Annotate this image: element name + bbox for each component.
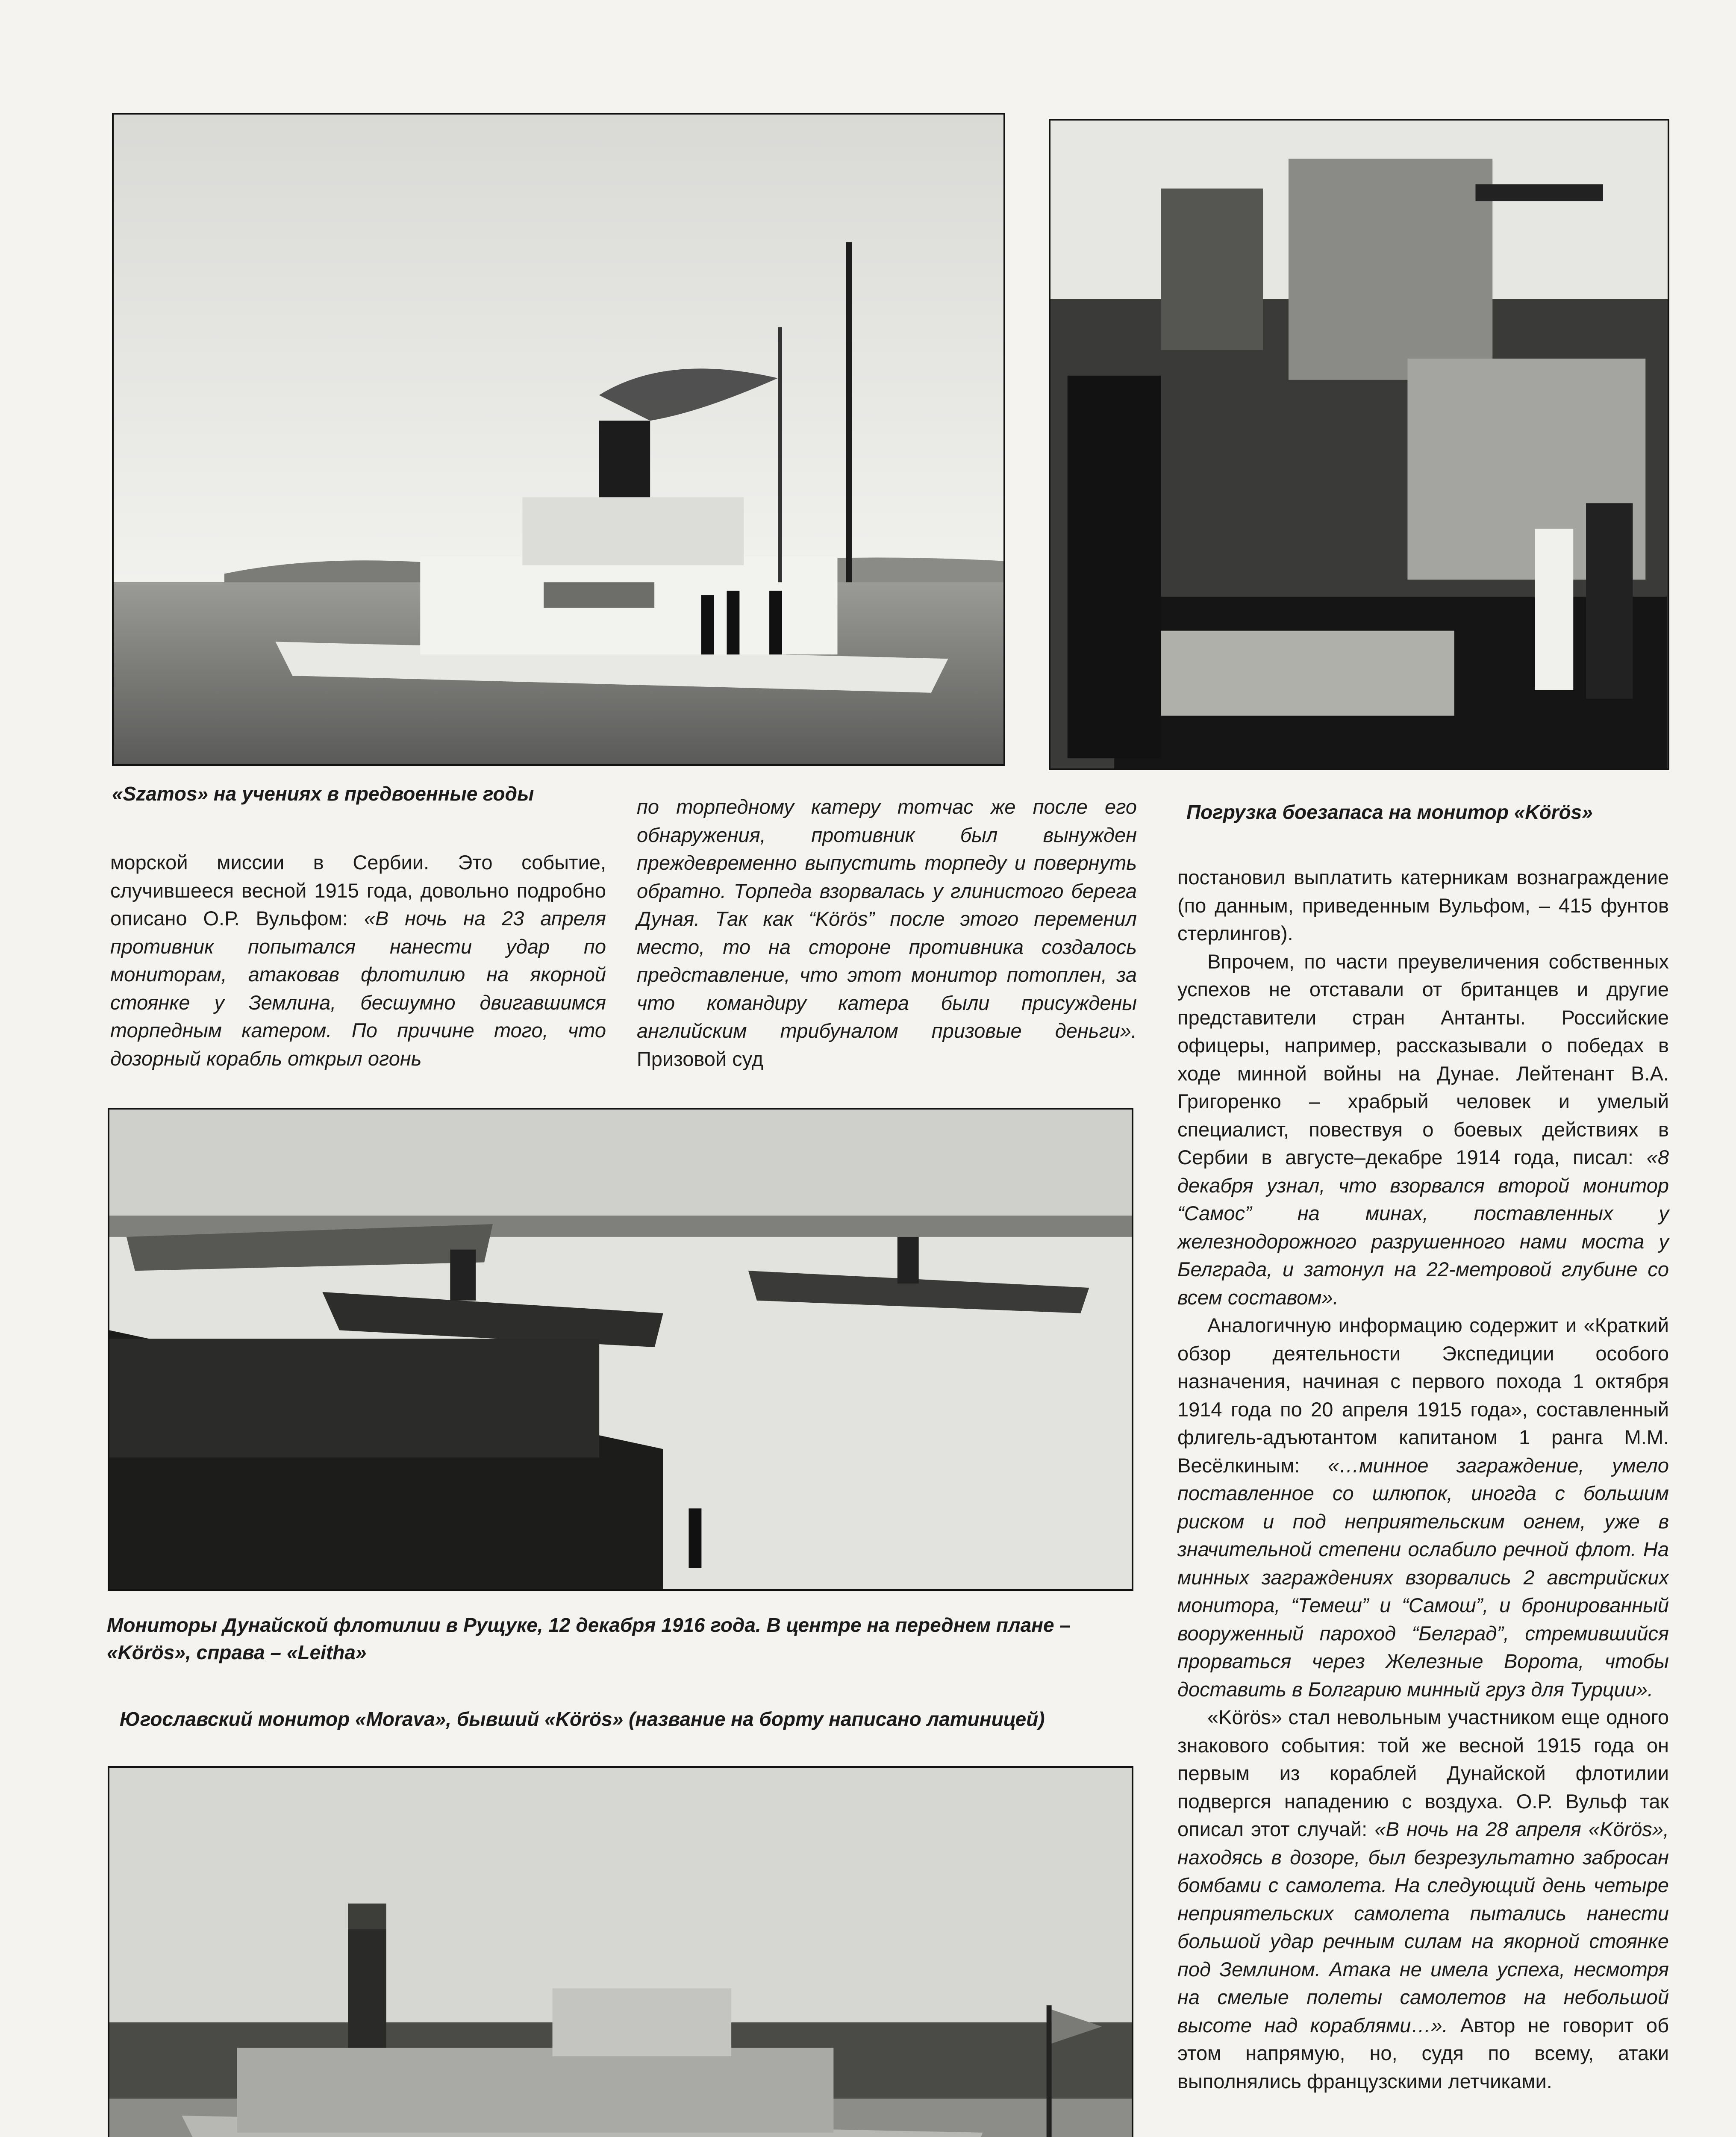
col3-p2-quote: «8 декабря узнал, что взорвался второй монитор “Самос” на минах, поставленных у железнодорожного разрушенного нами моста у Белграда, и затонул на 22-метровой глубине со всем составом». xyxy=(1177,1146,1669,1309)
col3-paragraph-2 xyxy=(1177,948,1669,1312)
col3-paragraph-3 xyxy=(1177,1311,1669,1703)
caption-rushchuk: Мониторы Дунайской флотилии в Рущуке, 12 декабря 1916 года. В центре на переднем плане – «Körös», справа – «Leitha» xyxy=(107,1614,1071,1663)
col1-quote: «В ночь на 23 апреля противник попытался нанести удар по мониторам, атаковав флотилию на якорной стоянке у Землина, бесшумно двигавшимся торпедным катером. По причине того, что дозорный корабль открыл огонь xyxy=(110,907,606,1070)
col3-p4-text: «Körös» стал невольным участником еще одного знакового события: той же весной 1915 года он первым из кораблей Дунайской флотилии подвергся нападению с воздуха. О.Р. Вульф так описал этот случай: xyxy=(1177,1706,1669,1840)
col2-tail: Призовой суд xyxy=(637,1047,764,1070)
photo-rushchuk xyxy=(108,1108,1133,1591)
photo-szamos xyxy=(112,113,1005,766)
col2-paragraph xyxy=(637,793,1137,1073)
col3-p3-quote: «…минное заграждение, умело поставленное со шлюпок, иногда с большим риском и под неприятельским огнем, уже в значительной степени ослабило речной флот. На минных заграждениях взорвались 2 австрийских монитора, “Темеш” и “Самош”, и бронированный вооруженный пароход “Белград”, стремившийся прорваться через Железные Ворота, чтобы доставить в Болгарию минный груз для Турции». xyxy=(1177,1454,1669,1701)
col3-p4-quote: «В ночь на 28 апреля «Körös», находясь в дозоре, был безрезультатно забросан бомбами с самолета. На следующий день четыре неприятельских самолета пытались нанести большой удар речным силам на якорной стоянке под Землином. Атака не имела успеха, несмотря на смелые полеты самолетов на небольшой высоте над кораблями…». xyxy=(1177,1818,1669,2037)
col1-plain-text: морской миссии в Сербии. Это событие, случившееся весной 1915 года, довольно подробно описано О.Р. Вульфом: xyxy=(110,851,606,930)
caption-koros-loading: Погрузка боезапаса на монитор «Körös» xyxy=(1186,801,1593,823)
szamos-illustration xyxy=(114,115,1003,764)
col3-p4-tail: Автор не говорит об этом напрямую, но, судя по всему, атаки выполнялись французскими летчиками. xyxy=(1177,2013,1669,2093)
col3-paragraph-1: постановил выплатить катерникам вознаграждение (по данным, приведенным Вульфом, – 415 фунтов стерлингов). xyxy=(1177,866,1669,945)
col2-quote: по торпедному катеру тотчас же после его обнаружения, противник был вынужден преждевременно выпустить торпеду и повернуть обратно. Торпеда взорвалась у глинистого берега Дуная. Так как “Körös” после этого переменил место, то на стороне противника создалось представление, что этот монитор потоплен, за что командиру катера были присуждены английским трибуналом призовые деньги». xyxy=(637,795,1137,1042)
rushchuk-illustration xyxy=(109,1110,1132,1589)
text-column-3 xyxy=(1177,863,1669,2095)
text-column-2 xyxy=(637,793,1137,1073)
col3-p3-text: Аналогичную информацию содержит и «Краткий обзор деятельности Экспедиции особого назначения, начиная с первого похода 1 октября 1914 года по 20 апреля 1915 года», составленный флигель-адъютантом капитаном 1 ранга М.М. Весёлкиным: xyxy=(1177,1314,1669,1477)
morava-illustration xyxy=(109,1768,1132,2137)
caption-szamos: «Szamos» на учениях в предвоенные годы xyxy=(112,783,534,805)
caption-morava: Югославский монитор «Morava», бывший «Körös» (название на борту написано латиницей) xyxy=(120,1708,1045,1730)
photo-koros-loading xyxy=(1049,119,1669,770)
koros-loading-illustration xyxy=(1050,121,1668,768)
col3-p2-text: Впрочем, по части преувеличения собственных успехов не отставали от британцев и другие представители стран Антанты. Российские офицеры, например, рассказывали о победах в ходе минной войны на Дунае. Лейтенант В.А. Григоренко – храбрый человек и умелый специалист, повествуя о боевых действиях в Сербии в августе–декабре 1914 года, писал: xyxy=(1177,950,1669,1169)
photo-morava xyxy=(108,1766,1133,2137)
text-column-1 xyxy=(110,848,606,1072)
col1-paragraph xyxy=(110,848,606,1072)
col3-paragraph-4 xyxy=(1177,1703,1669,2095)
